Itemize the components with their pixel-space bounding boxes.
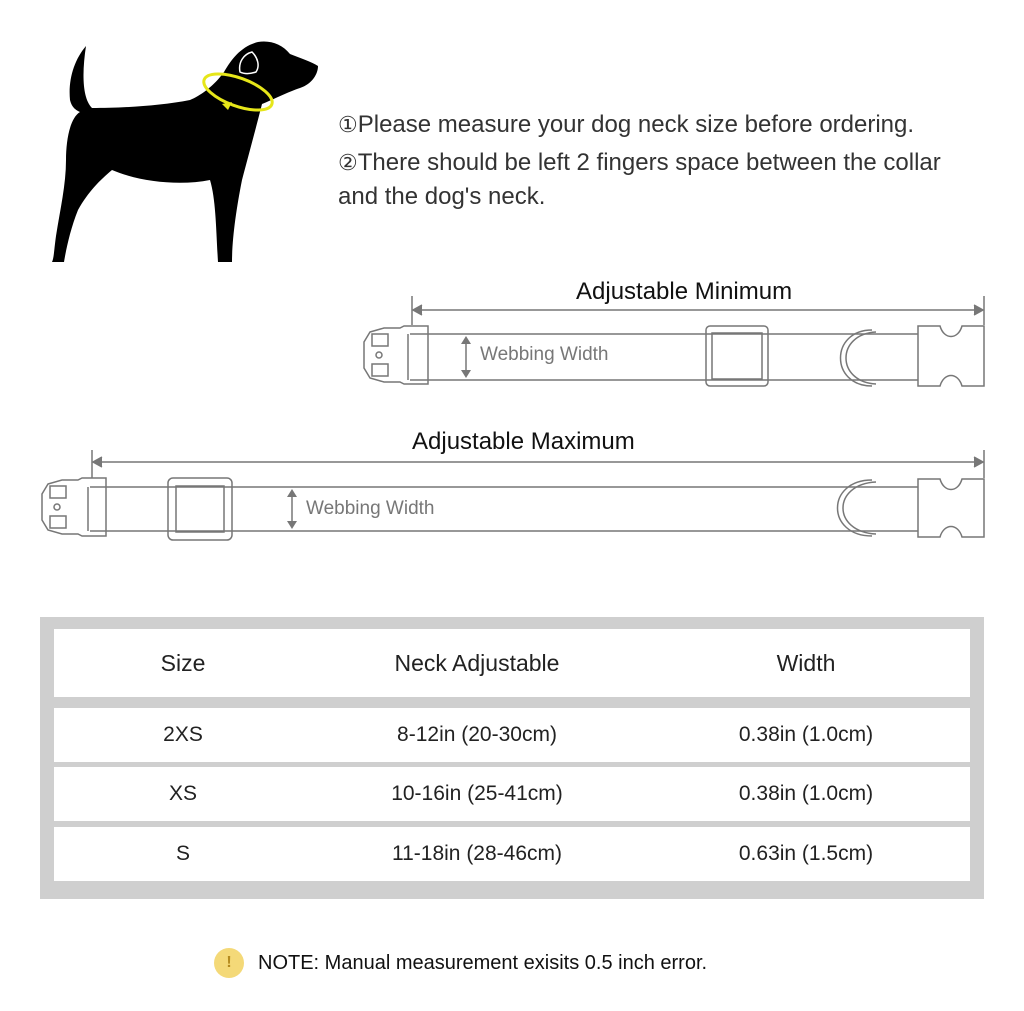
dog-illustration <box>40 40 330 270</box>
table-row <box>54 827 970 881</box>
header-width: Width <box>776 649 836 676</box>
measurement-note <box>214 948 707 978</box>
webbing-width-label-max: Webbing Width <box>306 498 435 519</box>
table-row <box>54 708 970 762</box>
cell-neck: 11-18in (28-46cm) <box>391 842 563 865</box>
instructions <box>338 108 1018 214</box>
cell-neck: 10-16in (25-41cm) <box>391 782 563 805</box>
cell-neck: 8-12in (20-30cm) <box>397 723 557 746</box>
instruction-1: ①Please measure your dog neck size before ordering. <box>338 108 1018 142</box>
webbing-width-label-min: Webbing Width <box>480 344 609 365</box>
cell-width: 0.38in (1.0cm) <box>738 723 874 746</box>
adjustable-maximum-label: Adjustable Maximum <box>412 428 635 455</box>
collar-maximum-diagram <box>35 445 995 550</box>
cell-size: 2XS <box>163 723 203 746</box>
step-1-marker: ① <box>338 112 358 137</box>
cell-size: S <box>175 842 190 865</box>
header-neck-adjustable: Neck Adjustable <box>394 649 560 676</box>
warning-icon: ! <box>214 948 244 978</box>
size-table <box>40 617 984 899</box>
table-header <box>54 629 970 697</box>
step-2-marker: ② <box>338 150 358 175</box>
table-row <box>54 767 970 821</box>
cell-size: XS <box>168 782 197 805</box>
cell-width: 0.38in (1.0cm) <box>738 782 874 805</box>
note-text: NOTE: Manual measurement exisits 0.5 inch error. <box>258 951 708 974</box>
adjustable-minimum-label: Adjustable Minimum <box>576 278 793 305</box>
collar-minimum-diagram <box>355 290 1005 400</box>
cell-width: 0.63in (1.5cm) <box>738 842 874 865</box>
dog-silhouette-icon <box>40 40 330 270</box>
header-size: Size <box>160 649 206 676</box>
instruction-2: ②There should be left 2 fingers space between the collar and the dog's neck. <box>338 146 958 214</box>
